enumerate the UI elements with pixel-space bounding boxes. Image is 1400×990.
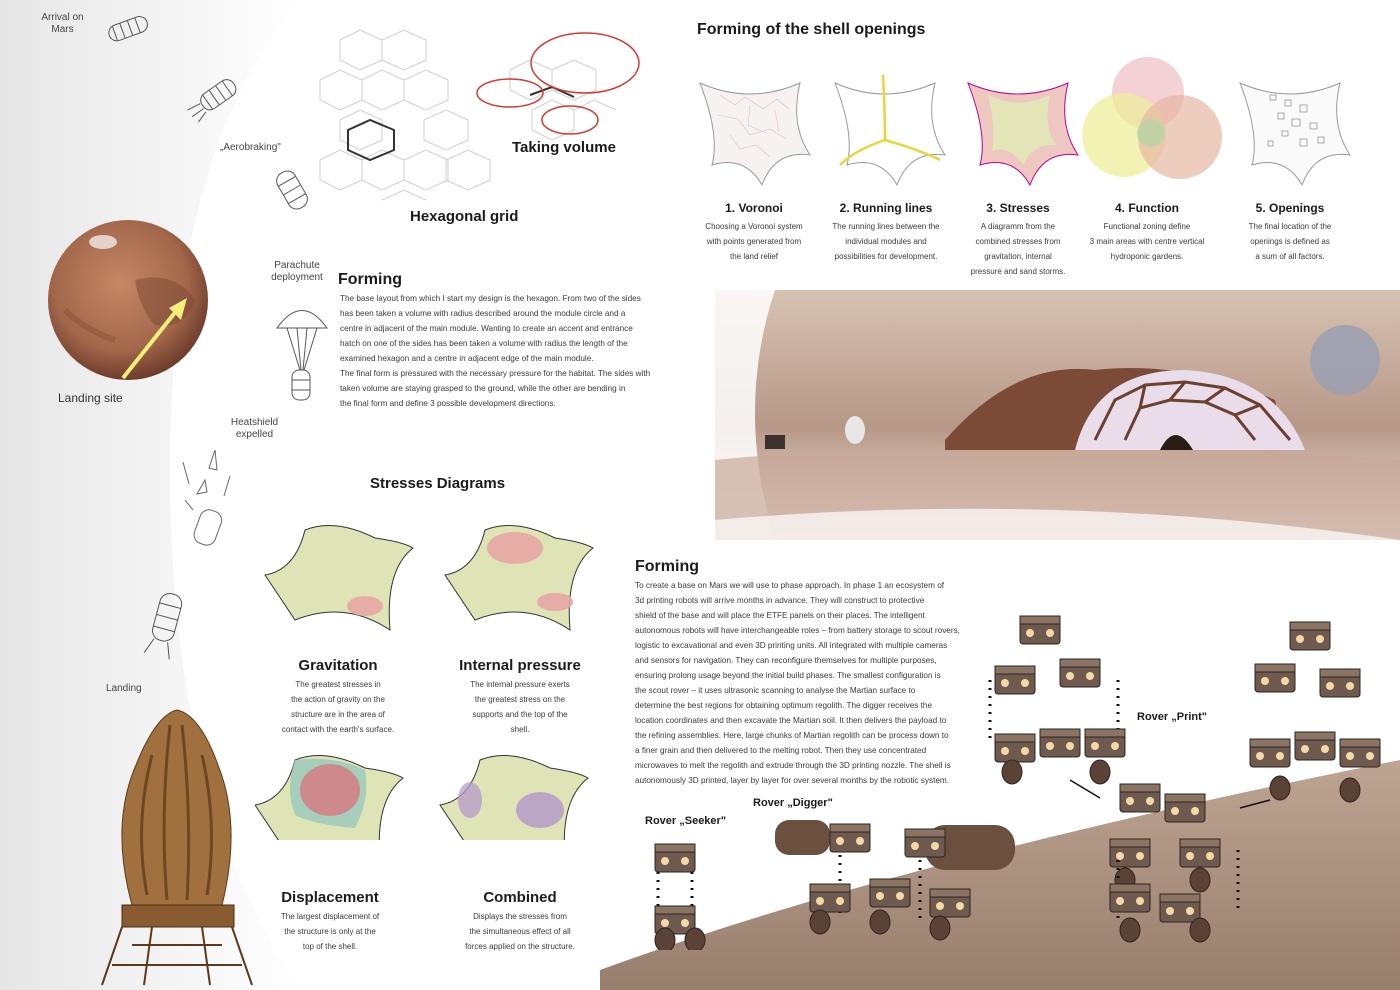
journey-landing: Landing <box>106 683 142 694</box>
shell-step <box>1085 201 1209 264</box>
shell-step <box>956 201 1080 279</box>
mars-globe <box>45 220 215 390</box>
forming-left-text-line: the final form and define 3 possible development directions. <box>340 399 556 408</box>
stress-item-desc: structure are in the area of <box>291 710 385 719</box>
stress-item-desc: the structure is only at the <box>284 927 376 936</box>
shell-step-desc: the land relief <box>729 252 779 261</box>
stress-item-desc: The greatest stresses in <box>295 680 381 689</box>
forming-left-text-line: hatch on one of the sides has been taken a volume with radius the length of the <box>340 339 628 348</box>
forming-right-text-line: the refining assemblies. Here, large chunks of Martian regolith can be process down to <box>635 731 949 740</box>
forming-right-text-line: To create a base on Mars we will use to phase approach. In phase 1 an ecosystem of <box>635 581 945 590</box>
shell-step-desc: with points generated from <box>706 237 802 246</box>
rover-print-label: Rover „Print" <box>1137 711 1208 723</box>
forming-right-text-line: ensuring prolong usage beyond the initial build phases. The smallest configuration is <box>635 671 941 680</box>
shell-step-desc: The final location of the <box>1248 222 1332 231</box>
stress-item-title: Gravitation <box>298 657 378 674</box>
shell-step-desc: hydroponic gardens. <box>1110 252 1184 261</box>
shell-step <box>692 201 816 264</box>
stress-item <box>440 889 600 954</box>
taking-volume-diagram <box>470 25 650 140</box>
shell-step-title: 2. Running lines <box>839 201 933 215</box>
forming-left-text-line: taken volume are staying grasped to the ground, while the other are bending in <box>340 384 626 393</box>
taking-volume-title: Taking volume <box>512 139 616 156</box>
shell-step-desc: combined stresses from <box>975 237 1061 246</box>
parachute-icon <box>272 298 332 408</box>
forming-right-text-line: shield of the base and will place the ETFE panels on their places. The intelligent <box>635 611 925 620</box>
lander-illustration <box>92 705 262 990</box>
forming-right-text-line: autonomously 3D printed, layer by layer for over several months by the robotic system. <box>635 776 949 785</box>
forming-right-text-line: 3d printing robots will arrive months in advance. They will construct to protective <box>635 596 925 605</box>
stress-item-desc: top of the shell. <box>302 942 358 951</box>
stress-item <box>440 657 600 737</box>
forming-left-title: Forming <box>338 271 402 288</box>
shell-step-title: 4. Function <box>1115 201 1179 215</box>
stress-item-desc: the action of gravity on the <box>291 695 385 704</box>
heatshield-debris-icon <box>175 450 245 550</box>
journey-arrival: Arrival on Mars <box>41 12 84 35</box>
forming-right-text-line: microwaves to melt the regolith and extrude through the 3D printing nozzle. The shell is <box>635 761 951 770</box>
stress-item-desc: forces applied on the structure. <box>465 942 575 951</box>
rovers-illustration <box>640 610 1400 950</box>
journey-parachute: Parachute deployment <box>271 260 323 283</box>
stress-item <box>258 657 418 737</box>
stress-item-desc: contact with the earth's surface. <box>281 725 395 734</box>
stress-item-title: Combined <box>483 889 557 906</box>
shell-step-desc: possibilities for development. <box>834 252 938 261</box>
stress-item-desc: the greatest stress on the <box>474 695 566 704</box>
forming-right-title: Forming <box>635 558 699 575</box>
shell-step-desc: pressure and sand storms. <box>970 267 1066 276</box>
stress-item-title: Displacement <box>281 889 379 906</box>
stress-item-title: Internal pressure <box>459 657 581 674</box>
forming-left-text-line: has been taken a volume with radius described around the module circle and a <box>340 309 626 318</box>
journey-heatshield: Heatshield expelled <box>230 417 279 440</box>
forming-right-text-line: location coordinates and then excavate the Martian soil. It then delivers the payload to <box>635 716 947 725</box>
rover-seeker-label: Rover „Seeker" <box>645 815 727 827</box>
landing-capsule-icon <box>140 585 190 665</box>
shell-step-desc: The running lines between the <box>832 222 940 231</box>
hexagonal-grid-title: Hexagonal grid <box>410 208 519 225</box>
stress-item-desc: supports and the top of the <box>472 710 568 719</box>
forming-left-text-line: The final form is pressured with the necessary pressure for the habitat. The sides with <box>340 369 651 378</box>
shell-openings-title: Forming of the shell openings <box>697 21 926 38</box>
stress-item-desc: shell. <box>510 725 530 734</box>
stress-item-desc: The largest displacement of <box>280 912 380 921</box>
shell-step-title: 5. Openings <box>1255 201 1325 215</box>
capsule-sketch-icon <box>100 8 160 48</box>
shell-step-desc: individual modules and <box>845 237 927 246</box>
forming-left-text-line: centre in adjacent of the main module. Wanting to create an accent and entrance <box>340 324 633 333</box>
shell-step-title: 3. Stresses <box>986 201 1050 215</box>
shell-step-desc: Functional zoning define <box>1103 222 1191 231</box>
shell-step-desc: openings is defined as <box>1250 237 1330 246</box>
shell-step-desc: gravitation, internal <box>984 252 1052 261</box>
stress-item-desc: the simultaneous effect of all <box>469 927 571 936</box>
journey-aerobraking: „Aerobraking" <box>220 142 281 153</box>
aerobraking-capsule-icon <box>180 70 250 125</box>
shell-step-title: 1. Voronoi <box>725 201 783 215</box>
shell-step-desc: A diagramm from the <box>980 222 1056 231</box>
forming-left-text <box>340 291 680 411</box>
shell-step-desc: 3 main areas with centre vertical <box>1089 237 1205 246</box>
shell-step-desc: a sum of all factors. <box>1255 252 1325 261</box>
shell-step-desc: Choosing a Voronoi system <box>705 222 803 231</box>
forming-right-text-line: autonomous robots will have interchangeable roles – from battery storage to scout rovers, <box>635 626 960 635</box>
shell-step <box>824 201 948 264</box>
forming-right-text-line: the scout rover – it uses ultrasonic scanning to analyse the Martian surface to <box>635 686 916 695</box>
forming-left-text-line: examined hexagon and a centre in adjacent edge of the main module. <box>340 354 594 363</box>
stress-item <box>250 889 410 954</box>
forming-left-text-line: The base layout from which I start my design is the hexagon. From two of the sides <box>340 294 641 303</box>
forming-right-text-line: determine the best regions for obtaining optimum regolith. The digger receives the <box>635 701 933 710</box>
forming-right-text-line: and sensors for navigation. They can reconfigure themselves for multiple purposes, <box>635 656 937 665</box>
habitat-render <box>715 290 1400 540</box>
stresses-title: Stresses Diagrams <box>370 475 506 492</box>
shell-step <box>1228 201 1352 264</box>
landing-site-label: Landing site <box>58 391 123 405</box>
forming-right-text-line: logistic to excavational and even 3D printing units. All integrated with multiple cameras <box>635 641 948 650</box>
stress-item-desc: The internal pressure exerts <box>470 680 570 689</box>
shell-openings-diagrams <box>690 55 1400 200</box>
forming-right-text-line: a finer grain and then delivered to the melting robot. Then they use concentrated <box>635 746 927 755</box>
rover-digger-label: Rover „Digger" <box>753 797 833 809</box>
stress-item-desc: Displays the stresses from <box>473 912 567 921</box>
